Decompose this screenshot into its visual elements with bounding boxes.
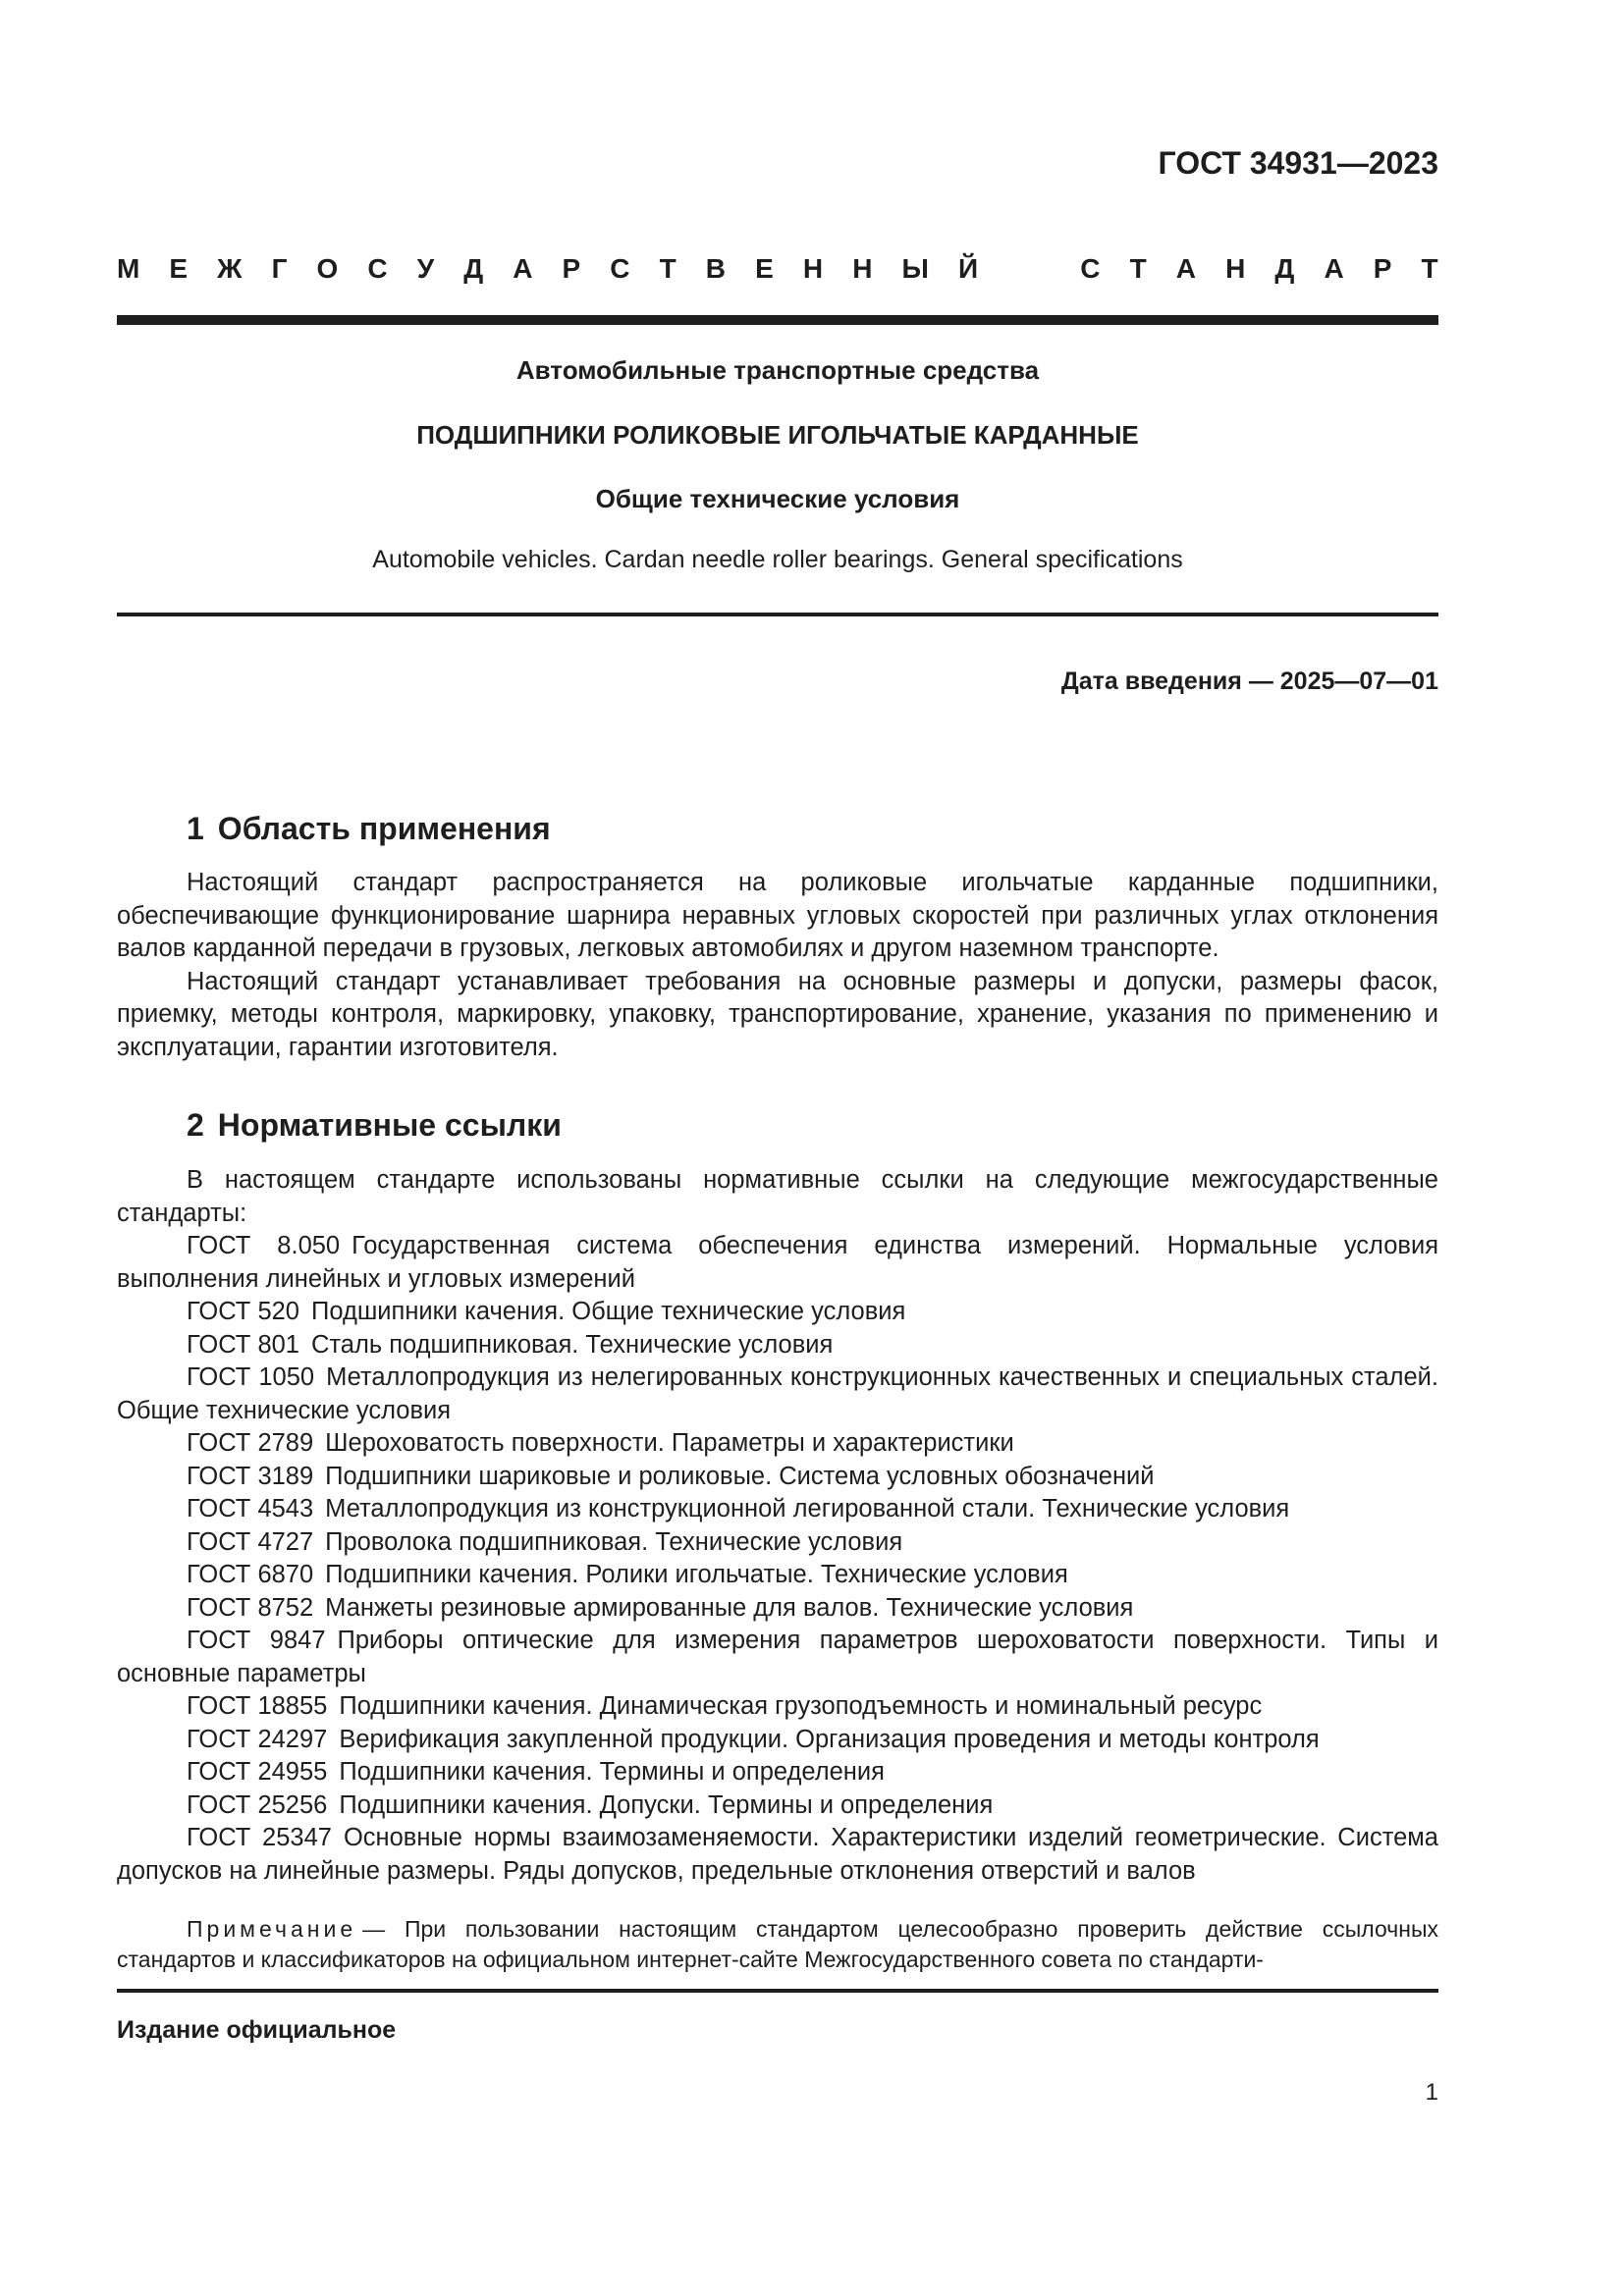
banner-letter: О [316, 253, 339, 284]
banner-letter: Е [755, 253, 774, 284]
reference-item [117, 1690, 1438, 1724]
reference-item [117, 1592, 1438, 1626]
subject-group: Автомобильные транспортные средства [515, 355, 1040, 385]
reference-code: ГОСТ 520 [187, 1298, 299, 1325]
banner-word-gap [1007, 253, 1051, 285]
reference-code: ГОСТ 1050 [187, 1363, 315, 1391]
section-number: 1 [187, 811, 204, 846]
reference-title: Верификация закупленной продукции. Организация проведения и методы контроля [339, 1725, 1320, 1753]
reference-code: ГОСТ 4727 [187, 1527, 314, 1556]
banner-letter: Д [463, 253, 484, 284]
normative-references [117, 1164, 1438, 1888]
reference-code: ГОСТ 801 [187, 1330, 299, 1359]
reference-code: ГОСТ 24955 [187, 1758, 328, 1786]
banner-letter: Т [1421, 253, 1438, 284]
header-rule [117, 315, 1438, 325]
references-intro: В настоящем стандарте использованы нормативные ссылки на следующие межгосударственные стандарты: [117, 1166, 1438, 1227]
banner-letter: Р [562, 253, 581, 284]
reference-item [117, 1559, 1438, 1592]
page-number: 1 [1425, 2079, 1438, 2106]
reference-code: ГОСТ 8752 [187, 1593, 314, 1622]
reference-title: Подшипники качения. Динамическая грузоподъемность и номинальный ресурс [339, 1692, 1263, 1720]
reference-title: Манжеты резиновые армированные для валов. Технические условия [325, 1593, 1134, 1622]
reference-code: ГОСТ 4543 [187, 1495, 314, 1522]
reference-item [117, 1493, 1438, 1526]
reference-item [117, 1230, 1438, 1296]
reference-title: Подшипники качения. Ролики игольчатые. Технические условия [325, 1561, 1068, 1588]
reference-title: Сталь подшипниковая. Технические условия [311, 1330, 834, 1359]
reference-title: Основные нормы взаимозаменяемости. Характеристики изделий геометрические. Система допусков на линейные размеры. Ряды допусков, предельные отклонения отверстий и валов [117, 1824, 1438, 1885]
reference-item [117, 1461, 1438, 1494]
reference-item [117, 1296, 1438, 1329]
reference-code: ГОСТ 25256 [187, 1790, 328, 1819]
reference-title: Подшипники качения. Термины и определения [339, 1758, 885, 1786]
reference-title: Подшипники качения. Допуски. Термины и определения [339, 1790, 994, 1819]
banner-letter: Ж [217, 253, 243, 284]
reference-item [117, 1362, 1438, 1427]
reference-item [117, 1724, 1438, 1757]
section-1-heading [187, 811, 551, 847]
banner-letter: Н [802, 253, 824, 284]
reference-title: Государственная система обеспечения единства измерений. Нормальные условия выполнения линейных и угловых измерений [117, 1232, 1438, 1293]
banner-letter: Е [169, 253, 189, 284]
banner-letter: У [416, 253, 435, 284]
banner-letter: Д [1274, 253, 1295, 284]
document-number: ГОСТ 34931—2023 [1158, 145, 1438, 181]
note-block [117, 1914, 1438, 1975]
reference-title: Приборы оптические для измерения параметров шероховатости поверхности. Типы и основные параметры [117, 1627, 1439, 1687]
banner-letter: Р [1373, 253, 1392, 284]
reference-title: Металлопродукция из нелегированных конструкционных качественных и специальных сталей. Общие технические условия [117, 1363, 1438, 1424]
reference-item [117, 1526, 1438, 1560]
banner-letter: С [367, 253, 388, 284]
note-text: — При пользовании настоящим стандартом целесообразно проверить действие ссылочных стандартов и классификаторов на официальном интернет-сайте Межгосударственного совета по стандарти- [117, 1916, 1438, 1972]
banner-letter: А [1175, 253, 1197, 284]
paragraph: Настоящий стандарт распространяется на роликовые игольчатые карданные подшипники, обеспечивающие функционирование шарнира неравных угловых скоростей при различных углах отклонения валов карданной передачи в грузовых, легковых автомобилях и другом наземном транспорте. [117, 869, 1438, 962]
reference-item [117, 1427, 1438, 1461]
reference-code: ГОСТ 18855 [187, 1692, 328, 1720]
banner-letter: В [705, 253, 727, 284]
reference-item [117, 1822, 1438, 1888]
paragraph: Настоящий стандарт устанавливает требования на основные размеры и допуски, размеры фасок, приемку, методы контроля, маркировку, упаковку, транспортирование, хранение, указания по применению и эксплуатации, гарантии изготовителя. [117, 967, 1438, 1061]
banner-letter: Т [1129, 253, 1147, 284]
standard-type-banner [117, 253, 1438, 285]
english-title: Automobile vehicles. Cardan needle roller bearings. General specifications [372, 546, 1183, 573]
section-1-body [117, 867, 1438, 1064]
document-title: ПОДШИПНИКИ РОЛИКОВЫЕ ИГОЛЬЧАТЫЕ КАРДАННЫЕ [416, 420, 1139, 450]
reference-item [117, 1329, 1438, 1362]
reference-title: Подшипники качения. Общие технические условия [311, 1298, 906, 1325]
reference-item [117, 1756, 1438, 1789]
reference-item [117, 1789, 1438, 1823]
banner-letter: А [513, 253, 533, 284]
note-label: Примечание [187, 1916, 357, 1942]
document-subtitle: Общие технические условия [595, 484, 960, 513]
banner-letter: Г [271, 253, 288, 284]
section-title: Нормативные ссылки [217, 1107, 562, 1143]
banner-letter: Н [852, 253, 873, 284]
banner-letter: А [1324, 253, 1344, 284]
banner-letter: Н [1225, 253, 1246, 284]
official-edition-label: Издание официальное [117, 2016, 397, 2044]
section-number: 2 [187, 1107, 204, 1143]
reference-code: ГОСТ 6870 [187, 1561, 314, 1588]
reference-item [117, 1625, 1438, 1690]
section-title: Область применения [217, 811, 551, 846]
reference-code: ГОСТ 3189 [187, 1462, 314, 1490]
banner-letter: С [1080, 253, 1101, 284]
reference-title: Подшипники шариковые и роликовые. Система условных обозначений [325, 1462, 1155, 1490]
banner-letter: Т [659, 253, 677, 284]
footer-rule [117, 1989, 1438, 1993]
section-2-heading [187, 1107, 562, 1144]
reference-code: ГОСТ 8.050 [187, 1232, 341, 1259]
title-rule [117, 613, 1438, 616]
reference-code: ГОСТ 9847 [187, 1627, 326, 1654]
banner-letter: Й [958, 253, 979, 284]
reference-title: Проволока подшипниковая. Технические условия [325, 1527, 903, 1556]
reference-title: Металлопродукция из конструкционной легированной стали. Технические условия [325, 1495, 1290, 1522]
introduction-date: Дата введения — 2025—07—01 [1060, 667, 1438, 695]
reference-code: ГОСТ 25347 [187, 1824, 332, 1851]
reference-code: ГОСТ 2789 [187, 1429, 314, 1457]
banner-letter: С [610, 253, 630, 284]
reference-title: Шероховатость поверхности. Параметры и характеристики [325, 1429, 1014, 1457]
banner-letter: М [117, 253, 140, 284]
reference-code: ГОСТ 24297 [187, 1725, 328, 1753]
banner-letter: Ы [901, 253, 929, 284]
